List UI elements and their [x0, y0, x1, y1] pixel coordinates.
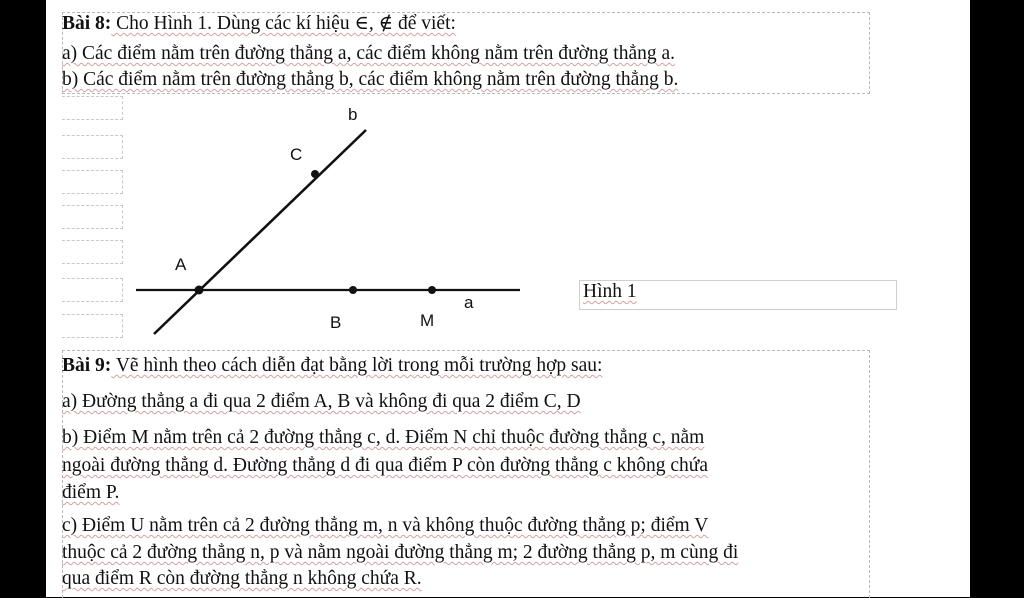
document-page: [46, 0, 970, 597]
bai8-title: Bài 8:: [62, 13, 112, 34]
label-C: C: [290, 145, 303, 164]
label-M: M: [420, 311, 435, 330]
bai9-item-b-line1: b) Điểm M nằm trên cả 2 đường thẳng c, d. Điểm N chỉ thuộc đường thẳng c, nằm: [62, 427, 705, 448]
bai9-item-b-line2: ngoài đường thẳng d. Đường thẳng d đi qua điểm P còn đường thẳng c không chứa: [62, 455, 709, 476]
point-C: [311, 170, 319, 178]
label-B: B: [330, 313, 342, 332]
label-b: b: [348, 105, 358, 124]
bai8-item-a: a) Các điểm nằm trên đường thẳng a, các điểm không nằm trên đường thẳng a.: [62, 43, 676, 64]
bai9-item-b-line3: điểm P.: [62, 482, 120, 503]
bai9-item-c-line3: qua điểm R còn đường thẳng n không chứa R.: [62, 568, 422, 589]
bai9-item-a: a) Đường thẳng a đi qua 2 điểm A, B và không đi qua 2 điểm C, D: [62, 391, 581, 412]
figure-caption-text: Hình 1: [583, 281, 637, 302]
label-A: A: [175, 255, 187, 274]
bai8-intro: Cho Hình 1. Dùng các kí hiệu ∈, ∉ để viết:: [111, 13, 456, 34]
bai9-item-c-line1: c) Điểm U nằm trên cả 2 đường thẳng m, n và không thuộc đường thẳng p; điểm V: [62, 515, 709, 536]
point-A: [195, 286, 204, 295]
bai9-heading: [62, 354, 602, 377]
line-b: [154, 130, 366, 334]
point-M: [428, 286, 436, 294]
figure-caption: [579, 280, 897, 310]
point-B: [349, 286, 357, 294]
bai9-title: Bài 9:: [62, 355, 112, 376]
label-a: a: [464, 293, 474, 312]
bai8-item-b: b) Các điểm nằm trên đường thẳng b, các điểm không nằm trên đường thẳng b.: [62, 69, 679, 90]
bai9-item-c-line2: thuộc cả 2 đường thẳng n, p và nằm ngoài đường thẳng m; 2 đường thẳng p, m cùng đi: [62, 542, 739, 563]
bai9-intro: Vẽ hình theo cách diễn đạt bằng lời trong mỗi trường hợp sau:: [111, 355, 603, 376]
